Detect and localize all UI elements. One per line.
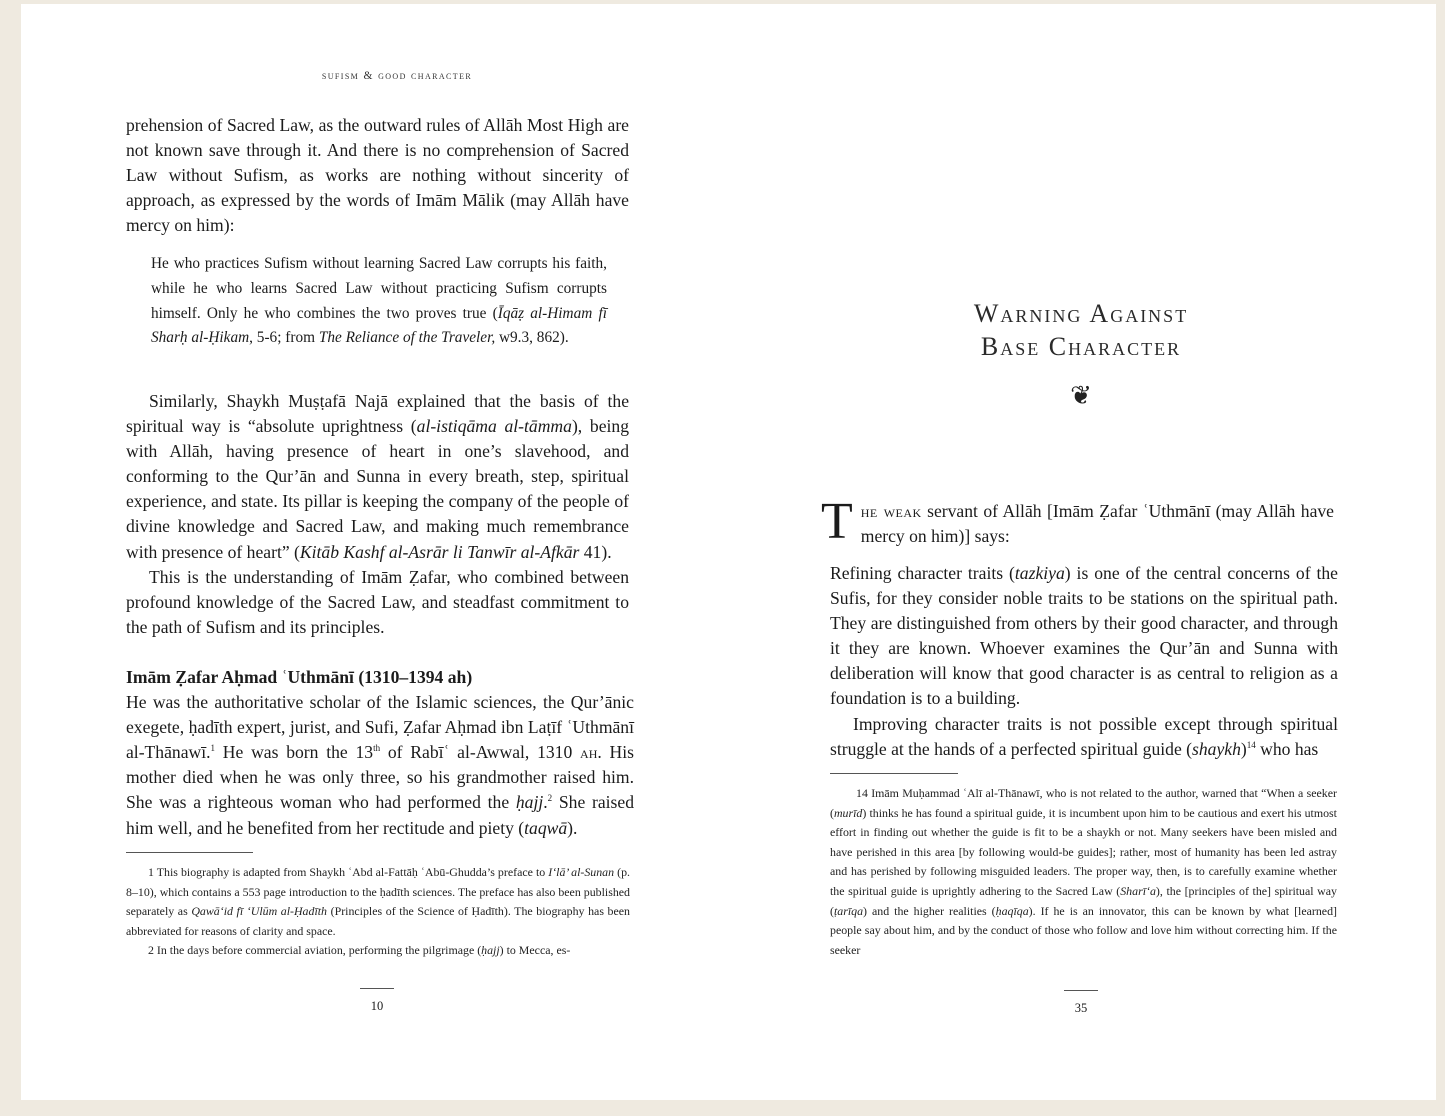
right-footnotes <box>830 784 1337 960</box>
footnote-rule <box>126 852 253 853</box>
intro-paragraph: prehension of Sacred Law, as the outward rules of Allāh Most High are not known save through it. And there is no comprehension of Sacred Law without Sufism, as works are nothing without sincerity of approach, as expressed by the words of Imām Mālik (may Allāh have mercy on him): <box>126 115 629 236</box>
page-number-rule-right <box>1064 990 1098 991</box>
chapter-title: Warning Against Base Character <box>973 299 1189 361</box>
footnote-2: 2 In the days before commercial aviation, performing the pilgrimage (ḥajj) to Mecca, es- <box>148 943 571 958</box>
book-spread <box>21 4 1436 1100</box>
footnote-rule-right <box>830 773 958 774</box>
biography-text: He was the authoritative scholar of the Islamic sciences, the Qur’ānic exegete, ḥadīth expert, jurist, and Sufi, Ẓafar Aḥmad ibn Laṭīf ʿUthmānī al-Thānawī.$^1$ He was born the 13th of Rabīʿ al-Awwal, 1310 ah. His mother died when he was only three, so his grandmother raised him. She was a righteous woman who had performed the ḥajj.$^2$ She raised him well, and he benefited from her rectitude and piety (taqwā). <box>126 692 634 838</box>
right-page-number: 35 <box>1074 1001 1088 1015</box>
paragraph-2: Similarly, Shaykh Muṣṭafā Najā explained that the basis of the spiritual way is “absolute uprightness (al-istiqāma al-tāmma), being with Allāh, having presence of heart in one’s slavehood, and conforming to the Qur’ān and Sunna in every breath, step, spiritual experience, and state. Its pillar is keeping the company of the people of divine knowledge and Sacred Law, and making much remembrance with presence of heart” (Kitāb Kashf al-Asrār li Tanwīr al-Afkār 41). This is the understanding of Imām Ẓafar, who combined between profound knowledge of the Sacred Law, and steadfast commitment to the path of Sufism and its principles. <box>126 389 629 640</box>
paragraph-shaykh: Improving character traits is not possible except through spiritual struggle at the hands of a perfected spiritual guide (shaykh)$^{14}$ who has <box>830 713 1338 759</box>
left-page-body <box>126 113 629 238</box>
footnote-ref-1[interactable]: 1 <box>210 743 216 754</box>
quote-ref-title2: The Reliance of the Traveler, <box>318 329 496 347</box>
running-head: sufism & good character <box>321 70 473 82</box>
left-footnotes <box>126 863 630 961</box>
opening-paragraph: The weak servant of Allāh [Imām Ẓafar ʿUthmānī (may Allāh have mercy on him)] says: <box>821 493 1334 550</box>
page-number-rule <box>360 988 394 989</box>
block-quote: He who practices Sufism without learning Sacred Law corrupts his faith, while he who learns Sacred Law without practicing Sufism corrupts himself. Only he who combines the two proves true (Īqāẓ al-Himam fī Sharḥ al-Ḥikam, 5-6; from The Reliance of the Traveler, w9.3, 862). <box>151 255 607 347</box>
biography-section <box>126 665 634 841</box>
fleuron-ornament-icon: ❦ <box>1070 381 1092 410</box>
quote-ref-title: Īqāẓ al-Himam fī Sharḥ al-Ḥikam <box>151 304 607 347</box>
paragraph-tazkiya: Refining character traits (tazkiya) is one of the central concerns of the Sufis, for they consider noble traits to be stations on the spiritual path. They are distinguished from others by their good character, and through it they are known. Whoever examines the Qur’ān and Sunna with deliberation will know that good character is as central to religion as a foundation is to a building. <box>830 563 1338 709</box>
footnote-1: 1 This biography is adapted from Shaykh ʿAbd al-Fattāḥ ʿAbū-Ghudda’s preface to I‘lā’ al-Sunan (p. 8–10), which contains a 553 page introduction to the ḥadīth sciences. The preface has also been published separately as Qawā‘id fī ‘Ulūm al-Ḥadīth (Principles of the Science of Ḥadīth). The biography has been abbreviated for reasons of clarity and space. <box>126 865 631 938</box>
footnote-ref-2[interactable]: 2 <box>547 793 553 804</box>
right-page-body <box>830 561 1338 762</box>
drop-cap: T <box>821 493 853 550</box>
paragraph-3: This is the understanding of Imām Ẓafar, who combined between profound knowledge of the Sacred Law, and steadfast commitment to the path of Sufism and its principles. <box>126 566 629 637</box>
source-title: Kitāb Kashf al-Asrār li Tanwīr al-Afkār <box>299 541 580 562</box>
left-page-number: 10 <box>370 999 384 1013</box>
footnote-14: 14 Imām Muḥammad ʿAlī al-Thānawī, who is not related to the author, warned that “When a seeker (murīd) thinks he has found a spiritual guide, it is incumbent upon him to be cautious and exert his utmost effort in finding out whether the guide is fit to be a shaykh or not. Many seekers have been misled and have perished in this area [by following would-be guides]; rather, most of humanity has been led astray and has perished by following misguided leaders. The proper way, then, is to carefully examine whether the spiritual guide is uprightly adhering to the Sacred Law (Sharī‘a), the [principles of the] spiritual way (ṭarīqa) and the higher realities (ḥaqīqa). If he is an innovator, this can be known by what [learned] people say about him, and by the conduct of those who follow and love him without correcting him. If the seeker <box>830 786 1337 957</box>
biography-heading: Imām Ẓafar Aḥmad ʿUthmānī (1310–1394 ah) <box>126 667 473 687</box>
footnote-ref-14[interactable]: 14 <box>1246 739 1256 750</box>
